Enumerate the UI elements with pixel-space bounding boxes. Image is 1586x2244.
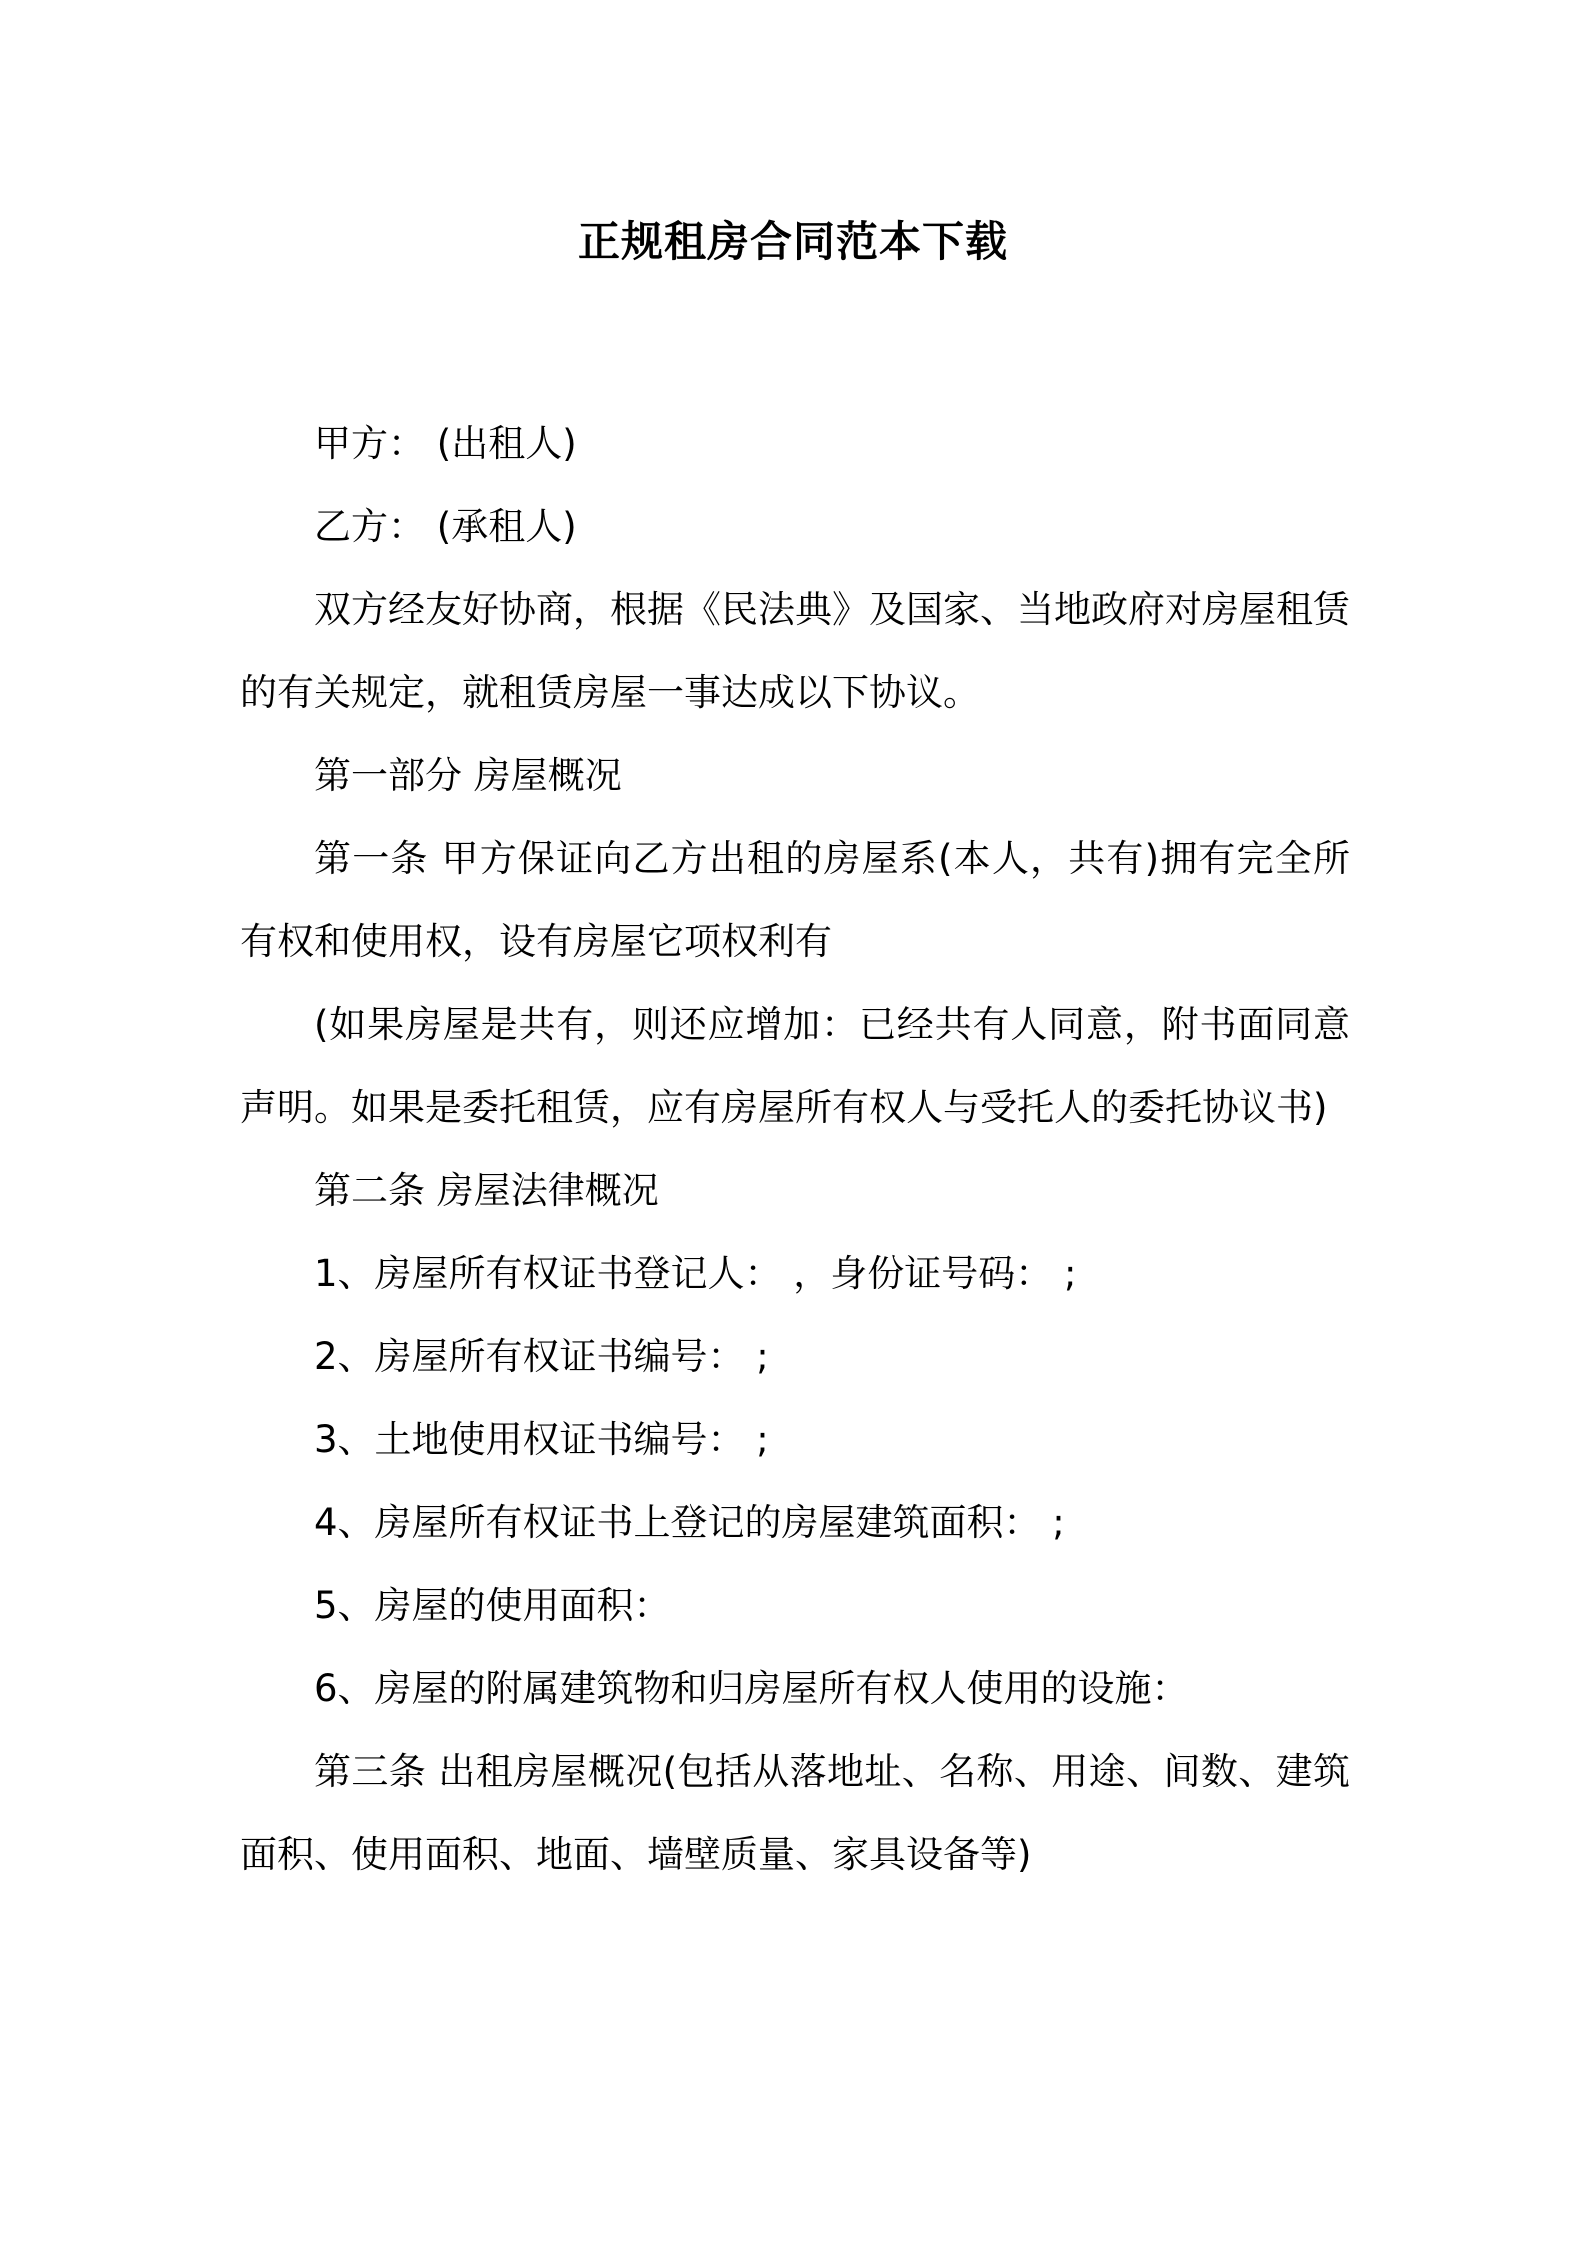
document-title: 正规租房合同范本下载 xyxy=(577,217,1008,266)
paragraph-agreement-intro: 双方经友好协商，根据《民法典》及国家、当地政府对房屋租赁的有关规定，就租赁房屋一事达成以下协议。 xyxy=(240,588,1350,714)
contract-body xyxy=(240,402,1350,1896)
list-item: 4、房屋所有权证书上登记的房屋建筑面积： ; xyxy=(314,1501,1065,1544)
list-item: 5、房屋的使用面积： xyxy=(314,1584,671,1627)
section-part-one: 第一部分 房屋概况 xyxy=(314,754,622,797)
article-three: 第三条 出租房屋概况(包括从落地址、名称、用途、间数、建筑面积、使用面积、地面、墙壁质量、家具设备等) xyxy=(240,1750,1350,1876)
list-item: 3、土地使用权证书编号： ; xyxy=(314,1418,769,1461)
paragraph-party-a: 甲方： (出租人) xyxy=(314,422,577,465)
article-one-note: (如果房屋是共有，则还应增加：已经共有人同意，附书面同意声明。如果是委托租赁，应有房屋所有权人与受托人的委托协议书) xyxy=(240,1003,1350,1129)
list-item: 6、房屋的附属建筑物和归房屋所有权人使用的设施： xyxy=(314,1667,1189,1710)
article-one: 第一条 甲方保证向乙方出租的房屋系(本人，共有)拥有完全所有权和使用权，设有房屋它项权利有 xyxy=(240,837,1350,963)
article-two: 第二条 房屋法律概况 xyxy=(314,1169,659,1212)
list-item: 1、房屋所有权证书登记人： ，身份证号码： ; xyxy=(314,1252,1077,1295)
paragraph-party-b: 乙方： (承租人) xyxy=(314,505,577,548)
list-item: 2、房屋所有权证书编号： ; xyxy=(314,1335,769,1378)
